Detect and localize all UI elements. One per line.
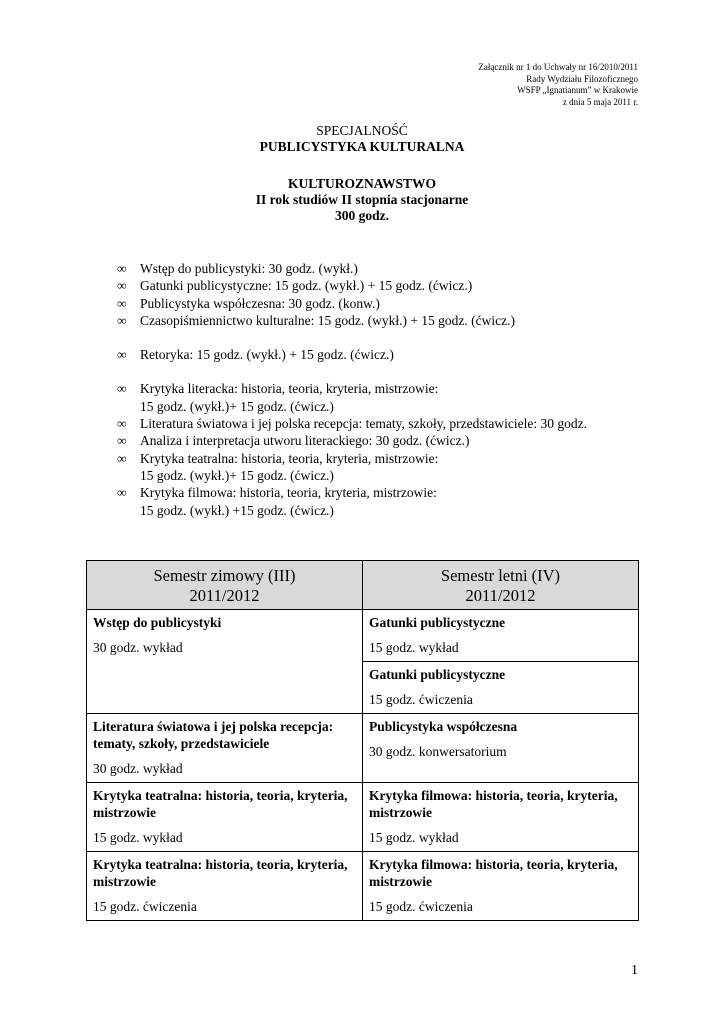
course-hours: 15 godz. ćwiczenia (369, 899, 473, 914)
specialty-heading (0, 123, 724, 155)
course-hours: 30 godz. konwersatorium (369, 744, 507, 759)
specialty-name: PUBLICYSTYKA KULTURALNA (259, 139, 465, 154)
course-title: Krytyka filmowa: historia, teoria, kryteria, mistrzowie (369, 857, 618, 889)
list-item (117, 295, 587, 312)
course-hours: 15 godz. wykład (369, 640, 459, 655)
course-title: Literatura światowa i jej polska recepcja: tematy, szkoły, przedstawiciele (93, 719, 334, 751)
list-item-text: 15 godz. (wykł.)+ 15 godz. (ćwicz.) (140, 467, 334, 483)
course-cell (363, 610, 639, 662)
infinity-bullet-icon: ∞ (117, 278, 127, 294)
annex-line: Załącznik nr 1 do Uchwały nr 16/2010/2011 (478, 62, 638, 72)
list-item-text: Krytyka teatralna: historia, teoria, kryteria, mistrzowie: (140, 450, 439, 466)
list-item-text: Publicystyka współczesna: 30 godz. (konw.) (140, 295, 380, 311)
field-name: KULTUROZNAWSTWO (287, 176, 437, 191)
list-item-text: Krytyka filmowa: historia, teoria, kryteria, mistrzowie: (140, 485, 437, 501)
list-item (117, 277, 587, 294)
table-row (87, 852, 639, 921)
semester-title: Semestr zimowy (III) (153, 566, 296, 585)
course-title: Krytyka teatralna: historia, teoria, kryteria, mistrzowie (93, 857, 348, 889)
list-gap (117, 363, 587, 380)
course-title: Publicystyka współczesna (369, 719, 518, 734)
list-item (117, 312, 587, 329)
list-gap (117, 329, 587, 346)
course-title: Gatunki publicystyczne (369, 667, 506, 682)
course-title: Krytyka filmowa: historia, teoria, kryteria, mistrzowie (369, 788, 618, 820)
program-heading (0, 176, 724, 224)
course-cell (363, 662, 639, 714)
list-item-text: Czasopiśmiennictwo kulturalne: 15 godz. (wykł.) + 15 godz. (ćwicz.) (140, 312, 516, 328)
annex-line: z dnia 5 maja 2011 r. (562, 96, 638, 107)
course-title: Krytyka teatralna: historia, teoria, kryteria, mistrzowie (93, 788, 348, 820)
list-item-text: Wstęp do publicystyki: 30 godz. (wykł.) (140, 261, 358, 276)
list-item-text: Literatura światowa i jej polska recepcja: tematy, szkoły, przedstawiciele: 30 godz. (140, 416, 587, 432)
table-header-row (87, 561, 639, 610)
infinity-bullet-icon: ∞ (117, 416, 127, 432)
list-item-text: Retoryka: 15 godz. (wykł.) + 15 godz. (ćwicz.) (140, 347, 394, 363)
annex-note (478, 62, 638, 108)
course-cell (87, 852, 363, 921)
list-item (117, 415, 587, 432)
infinity-bullet-icon: ∞ (117, 295, 127, 311)
course-title: Wstęp do publicystyki (93, 615, 222, 630)
course-list (117, 260, 587, 519)
semester-year: 2011/2012 (465, 586, 536, 605)
list-item-text: Gatunki publicystyczne: 15 godz. (wykł.) + 15 godz. (ćwicz.) (140, 278, 473, 294)
course-hours: 30 godz. wykład (93, 761, 183, 776)
annex-line: Rady Wydziału Filozoficznego (526, 73, 638, 84)
infinity-bullet-icon: ∞ (117, 312, 127, 328)
table-row (87, 610, 639, 662)
infinity-bullet-icon: ∞ (117, 261, 127, 276)
course-cell (363, 852, 639, 921)
course-hours: 30 godz. wykład (93, 640, 183, 655)
semester-title: Semestr letni (IV) (440, 566, 561, 585)
page-number: 1 (631, 963, 638, 978)
list-item-text: 15 godz. (wykł.)+ 15 godz. (ćwicz.) (140, 398, 334, 414)
semester-year: 2011/2012 (189, 586, 260, 605)
course-cell (87, 714, 363, 783)
list-item (117, 380, 587, 415)
infinity-bullet-icon: ∞ (117, 381, 127, 397)
course-hours: 15 godz. ćwiczenia (369, 692, 473, 707)
course-cell (87, 783, 363, 852)
winter-semester-header (87, 561, 363, 610)
list-item (117, 432, 587, 449)
course-hours: 15 godz. wykład (369, 830, 459, 845)
specialty-label: SPECJALNOŚĆ (316, 123, 408, 138)
list-item (117, 484, 587, 519)
course-cell (363, 714, 639, 783)
total-hours: 300 godz. (335, 208, 389, 223)
course-cell (87, 610, 363, 714)
table-row (87, 783, 639, 852)
annex-line: WSFP „Ignatianum” w Krakowie (517, 85, 638, 95)
course-cell (363, 783, 639, 852)
list-item-text: Krytyka literacka: historia, teoria, kryteria, mistrzowie: (140, 381, 439, 397)
list-item (117, 260, 587, 277)
course-title: Gatunki publicystyczne (369, 615, 506, 630)
study-year: II rok studiów II stopnia stacjonarne (255, 192, 469, 207)
course-hours: 15 godz. ćwiczenia (93, 899, 197, 914)
list-item-text: 15 godz. (wykł.) +15 godz. (ćwicz.) (140, 502, 334, 518)
infinity-bullet-icon: ∞ (117, 347, 127, 363)
list-item (117, 450, 587, 485)
infinity-bullet-icon: ∞ (117, 433, 127, 449)
summer-semester-header (363, 561, 639, 610)
table-row (87, 714, 639, 783)
list-item-text: Analiza i interpretacja utworu literackiego: 30 godz. (ćwicz.) (140, 433, 470, 449)
infinity-bullet-icon: ∞ (117, 450, 127, 466)
semester-table (86, 560, 639, 921)
list-item (117, 346, 587, 363)
infinity-bullet-icon: ∞ (117, 485, 127, 501)
course-hours: 15 godz. wykład (93, 830, 183, 845)
